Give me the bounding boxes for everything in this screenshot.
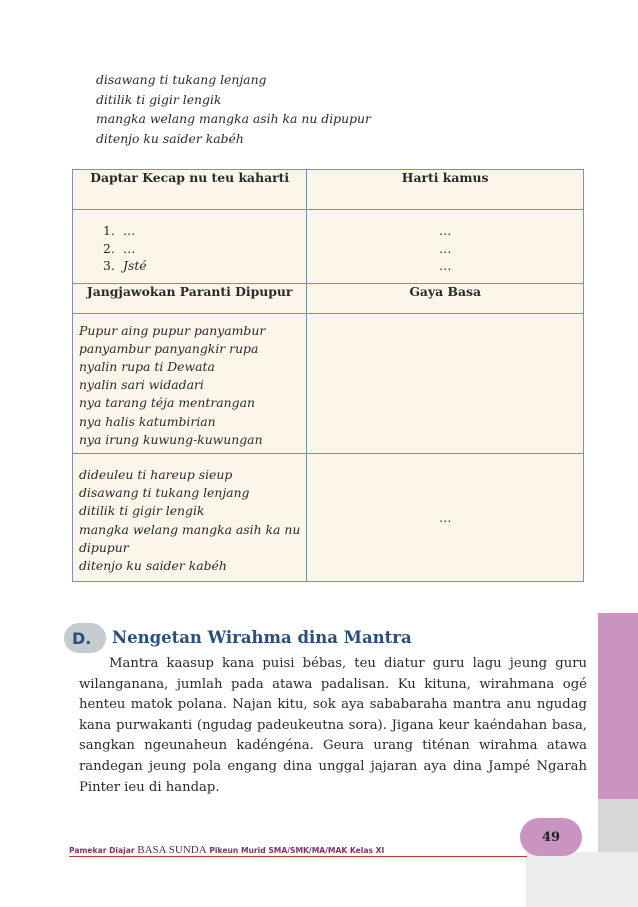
verse-line: nya tarang téja mentrangan xyxy=(79,395,255,411)
poem-line: ditilik ti gigir lengik xyxy=(96,91,222,107)
list-item: 3. Jsté xyxy=(103,258,147,273)
verse-line: nyalin rupa ti Dewata xyxy=(79,358,215,374)
verse-line: ditilik ti gigir lengik xyxy=(79,503,205,519)
list-item: 2. … xyxy=(103,240,136,256)
corner-gray-block xyxy=(526,852,638,907)
verse-line: Pupur aing pupur panyambur xyxy=(79,322,266,338)
paragraph-text: Mantra kaasup kana puisi bébas, teu diatur guru lagu jeung guru wilanganana, jumlah pada atawa padalisan. Ku kituna, wirahmana ogé henteu matok polana. Najan kitu, sok aya sababaraha mantra anu ngudag kana purwakanti (ngudag padeukeutna sora). Jigana keur kaéndahan basa, sangkan ngeunaheun kadéngéna. Geura urang titénan wirahma atawa randegan jeung pola engang dina unggal jajaran aya dina Jampé Ngarah Pinter ieu di handap. xyxy=(79,656,587,795)
header-dictionary: Harti kamus xyxy=(307,170,584,210)
verse-line: ditenjo ku saider kabéh xyxy=(79,557,227,573)
section-paragraph xyxy=(79,654,587,798)
verse-line: mangka welang mangka asih ka nu xyxy=(79,521,301,537)
list-item: … xyxy=(438,223,452,238)
verse-cell-1 xyxy=(73,313,307,453)
footer-divider xyxy=(69,856,527,857)
page-number: 49 xyxy=(520,818,582,856)
poem-line: mangka welang mangka asih ka nu dipupur xyxy=(96,111,371,126)
verse-line: dideuleu ti hareup sieup xyxy=(79,466,233,482)
header-word-list: Daptar Kecap nu teu kaharti xyxy=(73,170,307,210)
poem-line: disawang ti tukang lenjang xyxy=(96,72,267,87)
header-style: Gaya Basa xyxy=(307,283,584,313)
side-accent-bar xyxy=(598,613,638,799)
dictionary-cell xyxy=(307,210,584,284)
verse-line: panyambur panyangkir rupa xyxy=(79,340,259,356)
footer-book-title: BASA SUNDA xyxy=(137,844,207,856)
list-item: 1. … xyxy=(103,223,136,238)
verse-line: nyalin sari widadari xyxy=(79,377,204,393)
footer-suffix: Pikeun Murid SMA/SMK/MA/MAK Kelas XI xyxy=(209,846,385,855)
footer xyxy=(69,844,384,856)
list-item: … xyxy=(438,258,452,273)
verse-line: disawang ti tukang lenjang xyxy=(79,485,250,501)
verse-line: nya irung kuwung-kuwungan xyxy=(79,431,263,447)
verse-cell-2 xyxy=(73,453,307,581)
poem-stanza xyxy=(96,70,371,148)
footer-prefix: Pamekar Diajar xyxy=(69,846,135,855)
header-mantra: Jangjawokan Paranti Dipupur xyxy=(73,283,307,313)
list-item: … xyxy=(438,240,452,256)
worksheet-table xyxy=(72,169,584,582)
side-gray-bar xyxy=(598,799,638,852)
poem-line: ditenjo ku saider kabéh xyxy=(96,130,244,146)
section-title: Nengetan Wirahma dina Mantra xyxy=(112,628,412,647)
style-cell-1 xyxy=(307,313,584,453)
verse-line: dipupur xyxy=(79,539,129,555)
word-list-cell xyxy=(73,210,307,284)
section-badge: D. xyxy=(64,623,106,653)
style-cell-2: … xyxy=(307,453,584,581)
verse-line: nya halis katumbirian xyxy=(79,413,216,429)
